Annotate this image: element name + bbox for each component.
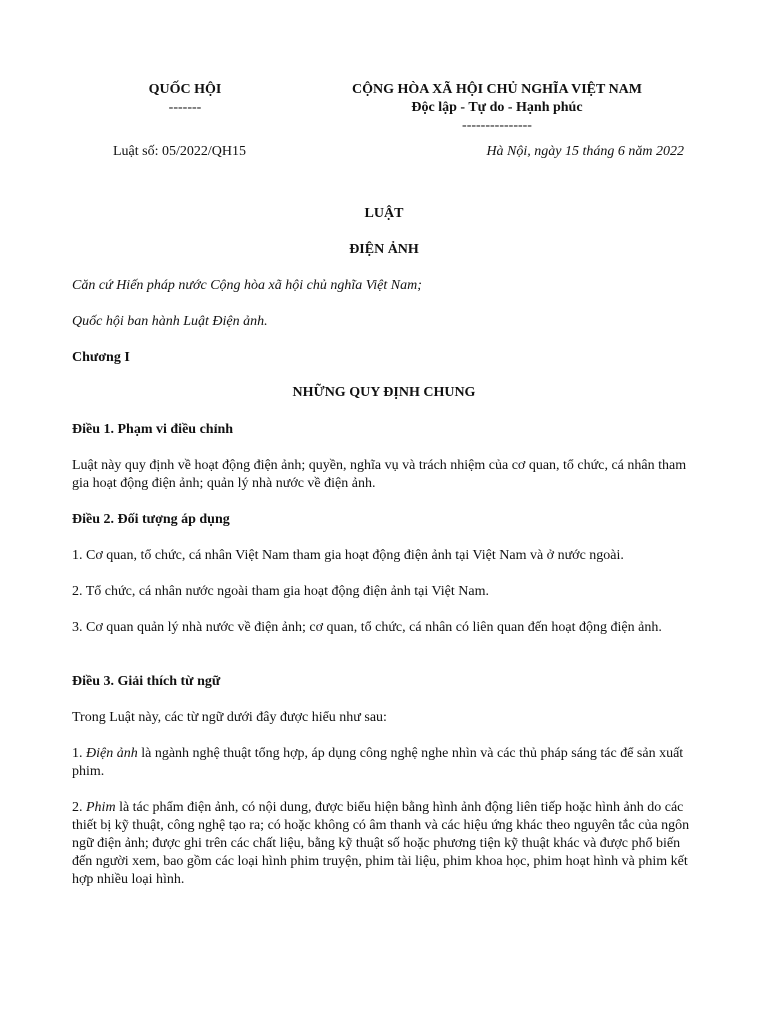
preamble-enactment: Quốc hội ban hành Luật Điện ảnh. (72, 314, 268, 329)
definition-number: 1. (72, 746, 83, 761)
chapter-title: NHỮNG QUY ĐỊNH CHUNG (292, 385, 476, 400)
article-3-heading: Điều 3. Giải thích từ ngữ (72, 674, 221, 689)
issuer-rule: ------- (168, 100, 202, 115)
motto-rule: --------------- (462, 118, 532, 133)
article-1-body: Luật này quy định về hoạt động điện ảnh; quyền, nghĩa vụ và trách nhiệm của cơ quan, tổ chức, cá nhân tham gia hoạt động điện ảnh; quản lý nhà nước về điện ảnh. (72, 458, 687, 491)
article-2-item: 2. Tổ chức, cá nhân nước ngoài tham gia hoạt động điện ảnh tại Việt Nam. (72, 584, 489, 599)
definition-number: 2. (72, 800, 83, 815)
article-1-heading: Điều 1. Phạm vi điều chỉnh (72, 422, 234, 437)
motto: Độc lập - Tự do - Hạnh phúc (411, 100, 583, 115)
law-name: ĐIỆN ẢNH (349, 242, 419, 257)
issuer: QUỐC HỘI (148, 82, 222, 97)
chapter-label: Chương I (72, 350, 130, 365)
definition-item (72, 799, 692, 889)
article-2-item: 1. Cơ quan, tổ chức, cá nhân Việt Nam tham gia hoạt động điện ảnh tại Việt Nam và ở nước ngoài. (72, 548, 624, 563)
law-number: Luật số: 05/2022/QH15 (113, 144, 246, 159)
document-type: LUẬT (364, 206, 404, 221)
definition-text: là tác phẩm điện ảnh, có nội dung, được biểu hiện bằng hình ảnh động liên tiếp hoặc hình ảnh do các thiết bị kỹ thuật, công nghệ tạo ra; có hoặc không có âm thanh và các hiệu ứng khác theo nguyên tắc của ngôn ngữ điện ảnh; được ghi trên các chất liệu, bằng kỹ thuật số hoặc phương tiện kỹ thuật khác và được phổ biến đến người xem, bao gồm các loại hình phim truyện, phim tài liệu, phim khoa học, phim hoạt hình và phim kết hợp nhiều loại hình. (72, 800, 690, 887)
definition-term: Điện ảnh (86, 746, 138, 761)
article-3-intro: Trong Luật này, các từ ngữ dưới đây được hiểu như sau: (72, 710, 387, 725)
definition-term: Phim (86, 800, 116, 815)
nation-title: CỘNG HÒA XÃ HỘI CHỦ NGHĨA VIỆT NAM (351, 82, 642, 97)
place-date: Hà Nội, ngày 15 tháng 6 năm 2022 (486, 144, 684, 159)
preamble-basis: Căn cứ Hiến pháp nước Cộng hòa xã hội chủ nghĩa Việt Nam; (72, 278, 422, 293)
definition-item (72, 745, 692, 781)
definition-text: là ngành nghệ thuật tổng hợp, áp dụng công nghệ nghe nhìn và các thủ pháp sáng tác để sản xuất phim. (72, 746, 684, 779)
article-2-heading: Điều 2. Đối tượng áp dụng (72, 512, 230, 527)
article-2-item: 3. Cơ quan quản lý nhà nước về điện ảnh; cơ quan, tổ chức, cá nhân có liên quan đến hoạt động điện ảnh. (72, 620, 662, 635)
